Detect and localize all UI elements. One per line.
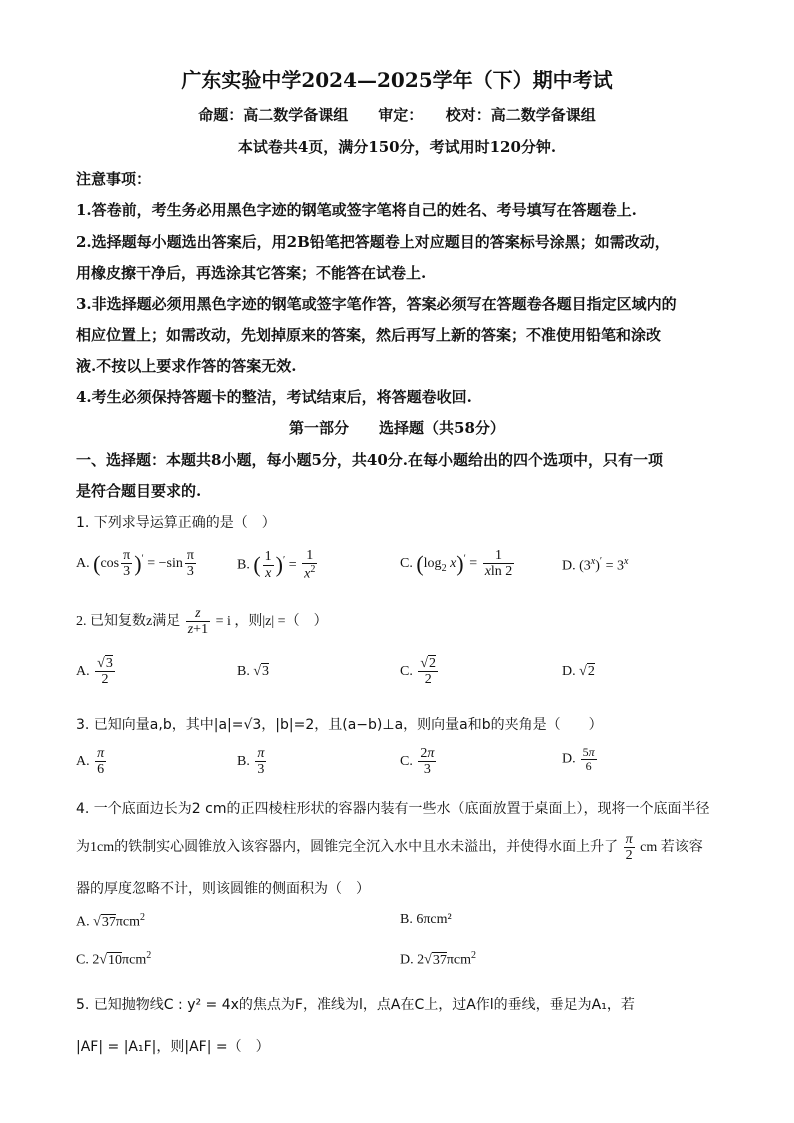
q2-option-b: B. √3 bbox=[237, 664, 270, 679]
q2-option-a: A. $\frac{√3}{2}$ bbox=[76, 656, 113, 688]
q4-option-d: D. 2√37πcm$^2$ bbox=[400, 950, 476, 968]
notice-item-2: 2.选择题每小题选出答案后，用2B铅笔把答题卷上对应题目的答案标号涂黑；如需改动， bbox=[76, 233, 670, 251]
notice-item-3-cont1: 相应位置上；如需改动，先划掉原来的答案，然后再写上新的答案；不准使用铅笔和涂改 bbox=[76, 326, 662, 344]
q5-line1: 5. 已知抛物线C : y² = 4x的焦点为F，准线为l，点A在C上，过A作l的垂线，垂足为A₁，若 bbox=[76, 997, 635, 1013]
q4-option-a: A. √37πcm$^2$ bbox=[76, 912, 145, 930]
exam-meta: 命题：高二数学备课组 审定： 校对：高二数学备课组 bbox=[198, 106, 596, 124]
q2-stem: 2. 已知复数z满足 $\frac{z}{z+1}$ = i ，则|z| =（ ） bbox=[76, 606, 328, 638]
q2-option-d: D. √2 bbox=[562, 664, 595, 679]
q5-line2: |AF| = |A₁F|，则|AF| =（ ） bbox=[76, 1039, 270, 1055]
notice-heading: 注意事项： bbox=[76, 170, 152, 188]
q3-option-a: A. $\frac{\pi}{6}$ bbox=[76, 746, 105, 778]
q2-option-c: C. $\frac{√2}{2}$ bbox=[400, 656, 437, 688]
q3-stem: 3. 已知向量a,b，其中|a|=√3，|b|=2，且(a−b)⊥a，则向量a和b的夹角是（ ） bbox=[76, 717, 603, 733]
q4-line2: 为1cm的铁制实心圆锥放入该容器内，圆锥完全沉入水中且水未溢出，并使得水面上升了 $\frac{\pi}{2}$ cm 若该容 bbox=[76, 832, 703, 864]
q1-option-b: B. ( $\frac{1}{x}$ )′ = $\frac{1}{x^2}$ bbox=[237, 548, 316, 583]
q1-stem: 1. 下列求导运算正确的是（ ） bbox=[76, 515, 276, 531]
notice-item-3-cont2: 液.不按以上要求作答的答案无效. bbox=[76, 357, 297, 375]
q1-option-c: C. ($\log_2$ x)′ = $\frac{1}{xln 2}$ bbox=[400, 548, 513, 580]
q1-option-a: A. (cos $\frac{\pi}{3}$ )′ = −sin $\frac{\pi}{3}$ bbox=[76, 548, 194, 580]
notice-item-2-cont: 用橡皮擦干净后，再选涂其它答案；不能答在试卷上. bbox=[76, 264, 427, 282]
section1-line1: 一、选择题：本题共8小题，每小题5分，共40分.在每小题给出的四个选项中，只有一项 bbox=[76, 451, 663, 469]
q4-option-c: C. 2√10πcm$^2$ bbox=[76, 950, 152, 968]
exam-title: 广东实验中学2024—2025学年（下）期中考试 bbox=[181, 68, 613, 92]
exam-info: 本试卷共4页，满分150分，考试用时120分钟. bbox=[237, 138, 557, 156]
q3-option-c: C. $\frac{2\pi}{3}$ bbox=[400, 746, 435, 778]
q4-line1: 4. 一个底面边长为2 cm的正四棱柱形状的容器内装有一些水（底面放置于桌面上），现将一个底面半径 bbox=[76, 801, 710, 817]
q4-line3: 器的厚度忽略不计，则该圆锥的侧面积为（ ） bbox=[76, 881, 370, 897]
notice-item-1: 1.答卷前，考生务必用黑色字迹的钢笔或签字笔将自己的姓名、考号填写在答题卷上. bbox=[76, 201, 637, 219]
q4-option-b: B. 6πcm² bbox=[400, 912, 452, 927]
section1-line2: 是符合题目要求的. bbox=[76, 482, 202, 500]
q3-option-b: B. $\frac{\pi}{3}$ bbox=[237, 746, 265, 778]
q1-option-d: D. $(3^x)' = 3^x$ bbox=[562, 556, 629, 574]
notice-item-3: 3.非选择题必须用黑色字迹的钢笔或签字笔作答，答案必须写在答题卷各题目指定区域内的 bbox=[76, 295, 677, 313]
part1-heading: 第一部分 选择题（共58分） bbox=[289, 419, 505, 437]
notice-item-4: 4.考生必须保持答题卡的整洁，考试结束后，将答题卷收回. bbox=[76, 388, 472, 406]
q3-option-d: D. $\frac{5\pi}{6}$ bbox=[562, 745, 595, 774]
